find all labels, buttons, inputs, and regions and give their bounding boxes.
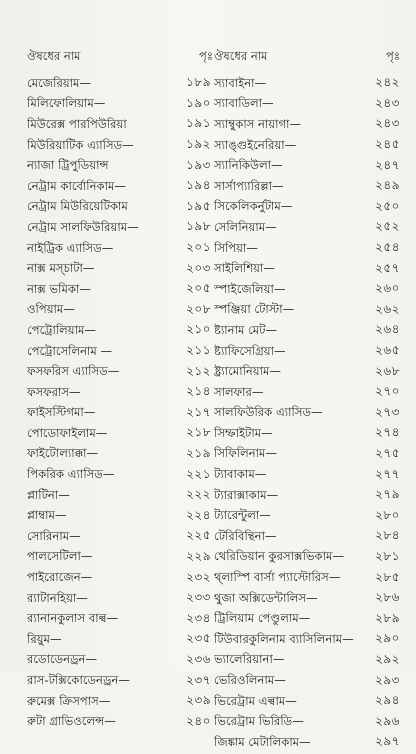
medicine-name: পোডোফাইলাম— — [27, 425, 108, 440]
index-entry — [27, 630, 213, 651]
index-entry — [27, 321, 213, 342]
medicine-name: স্যাম্বুকাস নায়াগা— — [214, 116, 302, 131]
medicine-name: নেট্রাম মিউরিয়েটিকাম — [27, 199, 128, 214]
index-entry — [214, 651, 400, 672]
page-number: ২৫৪ — [375, 240, 400, 255]
page-number: ২৬০ — [375, 281, 400, 296]
page-number: ২৬৮ — [375, 363, 400, 378]
page-number: ১৯৮ — [186, 219, 211, 234]
index-entry — [27, 259, 213, 280]
medicine-name: প্লাম্বাম— — [27, 508, 67, 523]
index-entry — [27, 527, 213, 548]
index-entry — [214, 465, 400, 486]
index-entry — [214, 712, 400, 733]
medicine-name: পালসেটিলা— — [27, 549, 93, 564]
index-entry — [27, 651, 213, 672]
medicine-name: নেট্রাম সালফিউরিয়াম— — [27, 219, 139, 234]
page-number: ২৫২ — [375, 219, 400, 234]
index-entry — [214, 115, 400, 136]
header-page-number: পৃঃ — [199, 48, 213, 63]
page-number: ১৯৫ — [186, 198, 211, 213]
medicine-name: ভিরেট্রাম ভিরিডি— — [214, 714, 304, 729]
medicine-name: মেজেরিয়াম— — [27, 75, 92, 90]
index-entry — [27, 465, 213, 486]
page-number: ২৫০ — [375, 198, 400, 213]
index-entry — [214, 609, 400, 630]
medicine-name: র‍্যাটানহিয়া— — [27, 590, 88, 605]
medicine-name: ফসফরাস— — [27, 384, 81, 399]
medicine-name: মিউরিয়াটিক এ্যাসিড— — [27, 137, 134, 152]
index-entry — [214, 156, 400, 177]
medicine-name: স্পাইজেলিয়া— — [214, 281, 286, 296]
page-number: ২৩২ — [186, 569, 211, 584]
medicine-name: ষ্ট্যাফিসেগ্রিয়া— — [214, 343, 286, 358]
medicine-name: থ্লাস্পি বার্সা প্যাস্টোরিস— — [214, 570, 341, 585]
index-entry — [214, 321, 400, 342]
index-entry — [27, 548, 213, 569]
page-number: ১৯২ — [186, 137, 211, 152]
index-entry — [214, 445, 400, 466]
index-entry — [214, 136, 400, 157]
medicine-name: মিউরেক্স পারপিউরিয়া — [27, 116, 127, 131]
medicine-name: পিকরিক এ্যাসিড— — [27, 467, 115, 482]
medicine-name: রুমেক্স ক্রিসপাস— — [27, 693, 111, 708]
index-entry — [214, 548, 400, 569]
medicine-name: সালফার— — [214, 384, 264, 399]
page-number: ২৪৩ — [375, 116, 400, 131]
medicine-name: পেট্রোলিয়াম— — [27, 322, 97, 337]
column-header — [214, 0, 400, 74]
medicine-name: ভিরেট্রাম এল্বাম— — [214, 693, 297, 708]
medicine-name: ট্রিলিয়াম পেণ্ডুলাম— — [214, 611, 311, 626]
index-entry — [214, 383, 400, 404]
index-entry — [214, 527, 400, 548]
page-number: ২৩৪ — [186, 610, 211, 625]
medicine-name: ভ্যালেরিয়ানা— — [214, 652, 285, 667]
medicine-name: রিয়ুম— — [27, 631, 62, 646]
index-entry — [214, 486, 400, 507]
index-entry — [214, 424, 400, 445]
medicine-name: সাইলিশিয়া— — [214, 261, 275, 276]
page-number: ২৯৬ — [375, 713, 400, 728]
medicine-name: পেট্রোসেলিনাম — — [27, 343, 113, 358]
page-number: ২৯৪ — [375, 693, 400, 708]
page-number: ২৩৬ — [186, 651, 211, 666]
index-entry — [27, 609, 213, 630]
page-number: ১৯১ — [186, 116, 211, 131]
index-entry — [214, 362, 400, 383]
medicine-name: ষ্ট্র্যামোনিয়াম— — [214, 364, 282, 379]
medicine-name: মিলিফোলিয়াম— — [27, 96, 106, 111]
page-number: ২৮৬ — [375, 590, 400, 605]
header-medicine-name: ঔষধের নাম — [214, 48, 268, 63]
index-entry — [214, 589, 400, 610]
index-entry — [27, 424, 213, 445]
medicine-name: নেট্রাম কার্বোনিকাম— — [27, 178, 127, 193]
page-number: ২২৯ — [186, 548, 211, 563]
page-number: ২১৭ — [186, 404, 211, 419]
medicine-name: নাইট্রিক এ্যাসিড— — [27, 240, 114, 255]
index-entry — [214, 671, 400, 692]
page-number: ১৯৪ — [186, 178, 211, 193]
page-number: ২১৪ — [186, 384, 211, 399]
page-number: ২৮০ — [375, 507, 400, 522]
medicine-name: স্যাবাডিলা— — [214, 96, 274, 111]
index-entry — [27, 486, 213, 507]
page-number: ২৩৭ — [186, 672, 211, 687]
medicine-name: থুজা অক্সিডেন্টালিস— — [214, 590, 318, 605]
index-entry — [214, 342, 400, 363]
index-entry — [27, 671, 213, 692]
page-number: ২৭৩ — [375, 404, 400, 419]
page-number: ২১২ — [186, 363, 211, 378]
page-number: ২৬৪ — [375, 322, 400, 337]
medicine-name: টেরিবিন্থিনা— — [214, 528, 277, 543]
page-number: ২৮৫ — [375, 569, 400, 584]
index-entry — [27, 568, 213, 589]
page-number: ২৮১ — [375, 548, 400, 563]
index-entry — [214, 630, 400, 651]
medicine-name: সিম্ফাইটাম— — [214, 425, 273, 440]
index-entry — [27, 301, 213, 322]
index-entry — [27, 342, 213, 363]
index-entry — [27, 115, 213, 136]
page-number: ২৪০ — [186, 713, 211, 728]
index-entry — [27, 589, 213, 610]
medicine-name: ট্যারাক্সাকাম— — [214, 487, 279, 502]
index-entry — [27, 404, 213, 425]
index-column-right — [214, 0, 400, 754]
index-entry — [27, 712, 213, 733]
page-number: ১৯০ — [186, 95, 211, 110]
page-number: ২৪২ — [375, 75, 400, 90]
page-number: ২১৮ — [186, 425, 211, 440]
index-entry — [214, 74, 400, 95]
page-number: ২০৫ — [186, 281, 211, 296]
medicine-name: টিউবারকুলিনাম ব্যাসিলিনাম— — [214, 631, 354, 646]
page-number: ২০৩ — [186, 260, 211, 275]
page-number: ২১৯ — [186, 445, 211, 460]
medicine-name: সালফিউরিক এ্যাসিড— — [214, 405, 323, 420]
index-entry — [27, 95, 213, 116]
index-entry — [214, 198, 400, 219]
header-medicine-name: ঔষধের নাম — [27, 48, 81, 63]
medicine-name: স্যাঙ্গুইনেরিয়া— — [214, 137, 297, 152]
medicine-name: থেরিডিয়ান কুরসাক্সভিকাম— — [214, 549, 345, 564]
column-header — [27, 0, 213, 74]
medicine-name: ফসফরিস এ্যাসিড— — [27, 364, 120, 379]
medicine-name: ষ্ট্যানাম মেট— — [214, 322, 278, 337]
medicine-name: রাস-টক্সিকোডেনড্রন— — [27, 673, 130, 688]
page-number: ২৩৯ — [186, 693, 211, 708]
page-number: ২৯৩ — [375, 672, 400, 687]
index-entry — [214, 404, 400, 425]
index-entry — [27, 218, 213, 239]
page-number: ২৮৪ — [375, 528, 400, 543]
page-number: ২২৪ — [186, 507, 211, 522]
medicine-name: সিফিলিনাম— — [214, 446, 278, 461]
index-entry — [27, 177, 213, 198]
page-number: ২৯৭ — [375, 734, 400, 749]
index-entry — [214, 259, 400, 280]
page-number: ২৬৫ — [375, 343, 400, 358]
index-entry — [214, 506, 400, 527]
index-entry — [27, 445, 213, 466]
index-entry — [214, 177, 400, 198]
page-number: ২৬২ — [375, 301, 400, 316]
page-number: ২৯২ — [375, 651, 400, 666]
page-number: ১৯৩ — [186, 157, 211, 172]
index-entry — [214, 692, 400, 713]
medicine-name: নাক্স ভমিকা— — [27, 281, 91, 296]
page-number: ২৫৭ — [375, 260, 400, 275]
medicine-name: স্যাবাইনা— — [214, 75, 267, 90]
medicine-name: সিপিয়া— — [214, 240, 258, 255]
medicine-name: নাক্স মস্চাটা— — [27, 261, 95, 276]
page-number: ২৭৭ — [375, 466, 400, 481]
index-entry — [27, 74, 213, 95]
page-number: ২৪৩ — [375, 95, 400, 110]
index-entry — [214, 733, 400, 754]
medicine-name: স্যানিকিউলা— — [214, 158, 283, 173]
page-number: ২৭৪ — [375, 425, 400, 440]
page-number: ২২৫ — [186, 528, 211, 543]
index-entry — [27, 506, 213, 527]
medicine-name: ফাইটোল্যাক্কা— — [27, 446, 99, 461]
page-number: ২৮৯ — [375, 610, 400, 625]
medicine-name: সিকেলিকর্নুটাম— — [214, 199, 293, 214]
page-number: ২৭৯ — [375, 487, 400, 502]
medicine-name: রুটা গ্রাভিওলেন্স— — [27, 714, 116, 729]
header-page-number: পৃঃ — [386, 48, 400, 63]
index-entry — [214, 280, 400, 301]
medicine-name: পাইরোজেন— — [27, 570, 93, 585]
page-number: ২৩৩ — [186, 590, 211, 605]
index-list-right — [214, 74, 400, 754]
index-entry — [214, 568, 400, 589]
index-column-left — [27, 0, 213, 733]
medicine-name: রডোডেনড্রন— — [27, 652, 98, 667]
index-entry — [214, 95, 400, 116]
medicine-name: ফাইসস্টিগমা— — [27, 405, 96, 420]
index-entry — [214, 301, 400, 322]
medicine-name: ভেরিওলিনাম— — [214, 673, 286, 688]
medicine-name: ন্যাজা ট্রিপুডিয়ান্স — [27, 158, 109, 173]
index-entry — [27, 280, 213, 301]
index-entry — [27, 136, 213, 157]
medicine-name: ট্যারেন্টুলা— — [214, 508, 271, 523]
medicine-name: ওপিয়াম— — [27, 302, 75, 317]
medicine-name: প্লাটিনা— — [27, 487, 70, 502]
index-entry — [27, 692, 213, 713]
page-number: ২৪৯ — [375, 178, 400, 193]
index-entry — [27, 239, 213, 260]
index-entry — [27, 383, 213, 404]
page-number: ২৪৭ — [375, 157, 400, 172]
medicine-name: সোরিনাম— — [27, 528, 81, 543]
medicine-name: ট্যাবাকাম— — [214, 467, 267, 482]
page-number: ১৮৯ — [186, 75, 211, 90]
page-number: ২২২ — [186, 487, 211, 502]
index-entry — [27, 362, 213, 383]
page-number: ২৭৫ — [375, 445, 400, 460]
medicine-name: সার্সাপ্যারিল্লা— — [214, 178, 284, 193]
page-number: ২৩৫ — [186, 631, 211, 646]
index-list-left — [27, 74, 213, 733]
index-entry — [27, 156, 213, 177]
medicine-name: জিঙ্কাম মেটালিকাম— — [214, 734, 311, 749]
page-number: ২২১ — [186, 466, 211, 481]
page-number: ২৯০ — [375, 631, 400, 646]
medicine-name: স্পঞ্জিয়া টোস্টা— — [214, 302, 295, 317]
page-number: ২০১ — [186, 240, 211, 255]
page-number: ২১০ — [186, 322, 211, 337]
page-number: ২৪৫ — [375, 137, 400, 152]
medicine-name: সেলিনিয়াম— — [214, 219, 277, 234]
index-entry — [27, 198, 213, 219]
medicine-name: র‍্যানানকুলাস বাল্ব— — [27, 611, 119, 626]
index-entry — [214, 218, 400, 239]
page-number: ২০৮ — [186, 301, 211, 316]
page-number: ২৭০ — [375, 384, 400, 399]
page-number: ২১১ — [186, 343, 211, 358]
index-entry — [214, 239, 400, 260]
